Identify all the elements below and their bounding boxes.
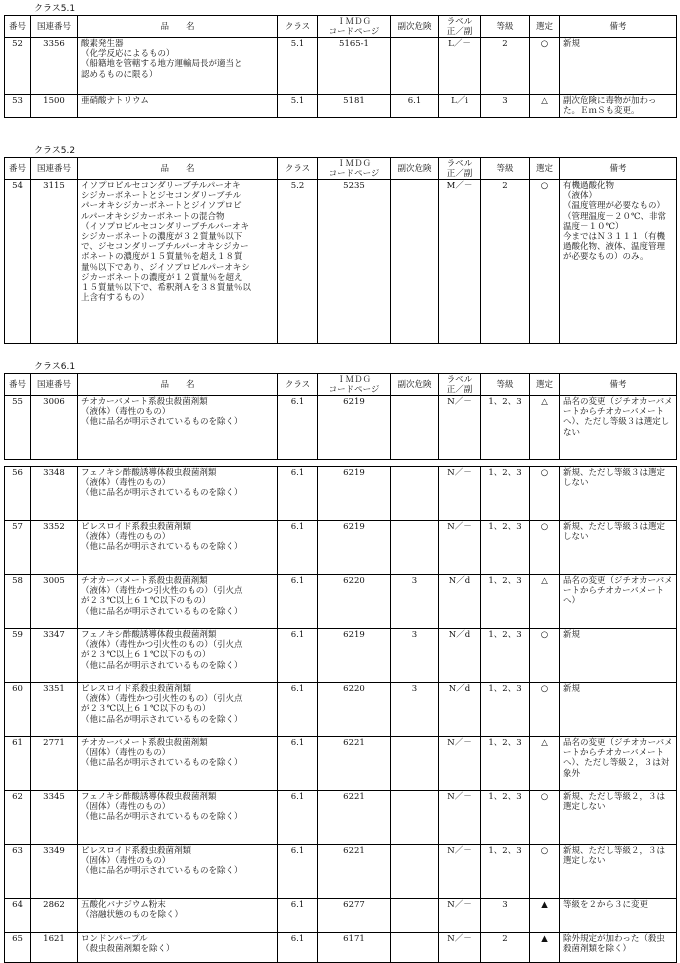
header-text: ラベル — [446, 16, 473, 27]
name-line: パーオキシジカーボネートとジイソプロピ — [81, 201, 242, 212]
name-line: 酸素発生器 — [81, 39, 124, 49]
header-grade: 等級 — [481, 16, 530, 38]
name-line: ボネートの濃度が１５質量％を超え１８質 — [81, 252, 243, 263]
cell-note — [560, 467, 677, 521]
name-line: （固体）（毒性のもの） — [81, 856, 171, 867]
name-line: 亜硝酸ナトリウム — [81, 96, 149, 106]
note-line: 副次危険に毒物が加わった。ＥｍＳも変更。 — [563, 96, 657, 117]
header-note: 備考 — [560, 158, 677, 180]
header-imdg — [318, 16, 391, 38]
note-line: 新規 — [563, 39, 581, 49]
header-sub: 副次危険 — [391, 374, 439, 396]
cell-sub: 6.1 — [391, 95, 439, 118]
cell-sub — [391, 791, 439, 845]
name-line: （他に品名が明示されているものを除く） — [81, 660, 243, 671]
table-row — [5, 629, 677, 683]
name-line: （液体）（毒性のもの） — [81, 478, 171, 489]
cell-un: 3115 — [31, 180, 78, 344]
cell-sel: ○ — [530, 791, 560, 845]
cell-no: 52 — [5, 38, 31, 95]
cell-un: 2771 — [31, 737, 78, 791]
cell-name — [78, 95, 278, 118]
header-sel: 選定 — [530, 158, 560, 180]
table-row — [5, 521, 677, 575]
cell-label: L／－ — [439, 38, 481, 95]
cell-sub — [391, 521, 439, 575]
cell-grade: 1、2、3 — [481, 396, 530, 460]
section-caption: クラス5.2 — [34, 146, 76, 156]
name-line: が２３℃以上６１℃以下のもの） — [81, 650, 211, 661]
cell-sub — [391, 467, 439, 521]
cell-cls: 6.1 — [278, 396, 318, 460]
name-line: 量％以下であり、ジイソプロピルパーオキシ — [81, 262, 250, 273]
cell-sel: ○ — [530, 38, 560, 95]
name-line: （他に品名が明示されているものを除く） — [81, 488, 243, 499]
cell-no: 64 — [5, 899, 31, 933]
name-line: （他に品名が明示されているものを除く） — [81, 606, 243, 617]
cell-un: 3348 — [31, 467, 78, 521]
name-line: ルパーオキシジカーボネートの混合物 — [81, 211, 225, 222]
cell-un: 3349 — [31, 845, 78, 899]
name-line: （固体）（毒性のもの） — [81, 802, 171, 813]
name-line: （他に品名が明示されているものを除く） — [81, 866, 243, 877]
cell-un: 2862 — [31, 899, 78, 933]
name-line: 上含有するもの） — [81, 293, 150, 304]
cell-no: 60 — [5, 683, 31, 737]
name-line: （液体）（毒性かつ引火性のもの）（引火点 — [81, 586, 243, 597]
note-line: 品名の変更（ジチオカーバメートからチオカーバメートへ）、ただし等級３は選定しない — [563, 397, 673, 438]
note-line: 新規 — [563, 684, 581, 694]
cell-no: 62 — [5, 791, 31, 845]
cell-cls: 6.1 — [278, 629, 318, 683]
header-text: ＩＭＤＧ — [336, 374, 371, 385]
header-sub: 副次危険 — [391, 158, 439, 180]
cell-cls: 6.1 — [278, 933, 318, 963]
header-un: 国連番号 — [31, 158, 78, 180]
note-line: （液体） — [563, 191, 598, 202]
name-line: （他に品名が明示されているものを除く） — [81, 812, 243, 823]
cell-note — [560, 521, 677, 575]
name-line: （船籍地を管轄する地方運輸局長が適当と — [81, 59, 243, 70]
header-cls: クラス — [278, 374, 318, 396]
cell-imdg: 6219 — [318, 629, 391, 683]
header-imdg — [318, 374, 391, 396]
name-line: 認めるものに限る） — [81, 69, 158, 80]
table-row — [5, 845, 677, 899]
table-row — [5, 933, 677, 963]
cell-cls: 6.1 — [278, 575, 318, 629]
cell-cls: 5.1 — [278, 38, 318, 95]
name-line: （殺虫殺菌剤類を除く） — [81, 944, 175, 955]
cell-name — [78, 396, 278, 460]
cell-note — [560, 737, 677, 791]
cell-imdg: 6221 — [318, 737, 391, 791]
cell-label: N／d — [439, 629, 481, 683]
cell-no: 61 — [5, 737, 31, 791]
cell-name — [78, 575, 278, 629]
name-line: シジカーボネートの濃度が３２質量％以下 — [81, 232, 243, 243]
cell-imdg: 6171 — [318, 933, 391, 963]
name-line: ピレスロイド系殺虫殺菌剤類 — [81, 846, 191, 856]
cell-name — [78, 737, 278, 791]
cell-un: 1500 — [31, 95, 78, 118]
cell-no: 59 — [5, 629, 31, 683]
name-line: （液体）（毒性のもの） — [81, 407, 171, 418]
cell-sub — [391, 899, 439, 933]
cell-grade: 1、2、3 — [481, 791, 530, 845]
cell-note — [560, 38, 677, 95]
table-header — [5, 374, 677, 396]
data-table — [4, 373, 677, 460]
cell-imdg: 6220 — [318, 683, 391, 737]
cell-sel: ○ — [530, 521, 560, 575]
cell-sel: ○ — [530, 180, 560, 344]
cell-no: 63 — [5, 845, 31, 899]
header-text: ラベル — [446, 158, 473, 169]
cell-cls: 6.1 — [278, 899, 318, 933]
header-no: 番号 — [5, 16, 31, 38]
table-row — [5, 38, 677, 95]
note-line: 品名の変更（ジチオカーバメートからチオカーバメートへ）、ただし等級２，３は対象外 — [563, 738, 673, 779]
name-line: が２３℃以上６１℃以下のもの） — [81, 596, 211, 607]
cell-grade: 3 — [481, 95, 530, 118]
header-grade: 等級 — [481, 374, 530, 396]
name-line: ジカーボネートの濃度が１２質量％を超え — [81, 272, 243, 283]
table-row — [5, 95, 677, 118]
note-line: 今まではＮ３１１１（有機過酸化物、液体、温度管理が必要なもの）のみ。 — [563, 232, 666, 263]
cell-imdg: 6221 — [318, 845, 391, 899]
header-name: 品 名 — [78, 158, 278, 180]
cell-sel: ○ — [530, 845, 560, 899]
cell-imdg: 6219 — [318, 521, 391, 575]
cell-cls: 6.1 — [278, 683, 318, 737]
note-line: 新規、ただし等級３は選定しない — [563, 468, 666, 489]
section-caption: クラス5.1 — [34, 4, 76, 14]
cell-name — [78, 899, 278, 933]
table-row — [5, 899, 677, 933]
cell-note — [560, 629, 677, 683]
data-table — [4, 15, 677, 118]
cell-note — [560, 899, 677, 933]
cell-sub: 3 — [391, 575, 439, 629]
cell-sel: △ — [530, 396, 560, 460]
cell-grade: 2 — [481, 933, 530, 963]
header-cls: クラス — [278, 16, 318, 38]
cell-sub: 3 — [391, 683, 439, 737]
name-line: チオカーバメート系殺虫殺菌剤類 — [81, 576, 208, 586]
cell-label: N／－ — [439, 791, 481, 845]
cell-label: N／－ — [439, 396, 481, 460]
cell-cls: 5.2 — [278, 180, 318, 344]
cell-grade: 1、2、3 — [481, 737, 530, 791]
table-row — [5, 575, 677, 629]
cell-sub — [391, 845, 439, 899]
cell-note — [560, 95, 677, 118]
name-line: フェノキシ酢酸誘導体殺虫殺菌剤類 — [81, 468, 217, 478]
cell-no: 56 — [5, 467, 31, 521]
cell-label: N／－ — [439, 737, 481, 791]
cell-sel: △ — [530, 575, 560, 629]
cell-grade: 3 — [481, 899, 530, 933]
cell-un: 3347 — [31, 629, 78, 683]
note-line: 新規、ただし等級２，３は選定しない — [563, 846, 666, 867]
cell-label: N／－ — [439, 521, 481, 575]
note-line: 新規、ただし等級３は選定しない — [563, 522, 666, 543]
cell-imdg: 6220 — [318, 575, 391, 629]
header-text: 正／副 — [446, 168, 473, 179]
name-line: が２３℃以上６１℃以下のもの） — [81, 704, 211, 715]
note-line: （管理温度－２０℃、非常温度－１０℃） — [563, 211, 667, 232]
data-table — [4, 466, 677, 963]
table-row — [5, 683, 677, 737]
header-label — [439, 158, 481, 180]
cell-un: 3345 — [31, 791, 78, 845]
cell-no: 58 — [5, 575, 31, 629]
cell-cls: 6.1 — [278, 845, 318, 899]
cell-sub — [391, 737, 439, 791]
cell-name — [78, 38, 278, 95]
header-note: 備考 — [560, 374, 677, 396]
cell-grade: 1、2、3 — [481, 467, 530, 521]
name-line: （液体）（毒性かつ引火性のもの）（引火点 — [81, 640, 243, 651]
cell-name — [78, 791, 278, 845]
header-name: 品 名 — [78, 16, 278, 38]
header-name: 品 名 — [78, 374, 278, 396]
table-row — [5, 396, 677, 460]
cell-sub — [391, 933, 439, 963]
name-line: （化学反応によるもの） — [81, 49, 175, 60]
header-text: コードページ — [328, 384, 380, 395]
cell-sub: 3 — [391, 629, 439, 683]
cell-sel: ▲ — [530, 899, 560, 933]
cell-sel: ○ — [530, 467, 560, 521]
header-label — [439, 16, 481, 38]
header-text: 正／副 — [446, 384, 473, 395]
cell-cls: 6.1 — [278, 521, 318, 575]
header-label — [439, 374, 481, 396]
cell-no: 65 — [5, 933, 31, 963]
name-line: （他に品名が明示されているものを除く） — [81, 417, 243, 428]
name-line: １５質量％以下で、希釈剤Ａを３８質量％以 — [81, 283, 251, 294]
cell-note — [560, 791, 677, 845]
name-line: で、ジセコンダリーブチルパーオキシジカー — [81, 242, 249, 253]
table-row — [5, 467, 677, 521]
cell-un: 3351 — [31, 683, 78, 737]
cell-note — [560, 396, 677, 460]
cell-name — [78, 933, 278, 963]
cell-note — [560, 180, 677, 344]
cell-imdg: 6277 — [318, 899, 391, 933]
cell-un: 3006 — [31, 396, 78, 460]
name-line: ロンドンパープル — [81, 934, 148, 944]
cell-name — [78, 467, 278, 521]
header-note: 備考 — [560, 16, 677, 38]
cell-note — [560, 933, 677, 963]
header-text: ラベル — [446, 374, 473, 385]
cell-sub — [391, 396, 439, 460]
cell-name — [78, 180, 278, 344]
cell-imdg: 5181 — [318, 95, 391, 118]
cell-label: N／－ — [439, 467, 481, 521]
cell-no: 57 — [5, 521, 31, 575]
name-line: ピレスロイド系殺虫殺菌剤類 — [81, 522, 191, 532]
name-line: （液体）（毒性かつ引火性のもの）（引火点 — [81, 694, 243, 705]
cell-label: N／d — [439, 683, 481, 737]
cell-sub — [391, 38, 439, 95]
header-no: 番号 — [5, 158, 31, 180]
cell-sel: △ — [530, 95, 560, 118]
name-line: （他に品名が明示されているものを除く） — [81, 714, 243, 725]
name-line: （他に品名が明示されているものを除く） — [81, 542, 243, 553]
cell-cls: 6.1 — [278, 737, 318, 791]
table-row — [5, 180, 677, 344]
cell-imdg: 6219 — [318, 396, 391, 460]
name-line: （他に品名が明示されているものを除く） — [81, 758, 243, 769]
table-row — [5, 791, 677, 845]
cell-un: 3005 — [31, 575, 78, 629]
cell-imdg: 5235 — [318, 180, 391, 344]
cell-sel: ○ — [530, 683, 560, 737]
cell-note — [560, 575, 677, 629]
header-text: コードページ — [328, 168, 380, 179]
cell-no: 53 — [5, 95, 31, 118]
cell-cls: 6.1 — [278, 467, 318, 521]
cell-sel: ▲ — [530, 933, 560, 963]
cell-sel: △ — [530, 737, 560, 791]
table-header — [5, 158, 677, 180]
cell-imdg: 5165-1 — [318, 38, 391, 95]
table-row — [5, 737, 677, 791]
name-line: （イソプロピルセコンダリーブチルパーオキ — [81, 221, 250, 232]
table-header — [5, 16, 677, 38]
cell-no: 55 — [5, 396, 31, 460]
cell-label: M／－ — [439, 180, 481, 344]
cell-grade: 1、2、3 — [481, 683, 530, 737]
header-sub: 副次危険 — [391, 16, 439, 38]
cell-cls: 6.1 — [278, 791, 318, 845]
cell-grade: 1、2、3 — [481, 521, 530, 575]
note-line: 等級を２から３に変更 — [563, 900, 649, 910]
cell-grade: 2 — [481, 38, 530, 95]
note-line: （温度管理が必要なもの） — [563, 201, 666, 212]
header-un: 国連番号 — [31, 374, 78, 396]
note-line: 新規 — [563, 630, 581, 640]
note-line: 有機過酸化物 — [563, 181, 615, 191]
note-line: 品名の変更（ジチオカーバメートからチオカーバメートへ） — [563, 576, 673, 607]
data-table — [4, 157, 677, 344]
header-cls: クラス — [278, 158, 318, 180]
note-line: 新規、ただし等級２，３は選定しない — [563, 792, 666, 813]
name-line: シジカーボネートとジセコンダリーブチル — [81, 191, 242, 202]
cell-note — [560, 845, 677, 899]
cell-un: 3356 — [31, 38, 78, 95]
cell-no: 54 — [5, 180, 31, 344]
cell-imdg: 6221 — [318, 791, 391, 845]
cell-grade: 2 — [481, 180, 530, 344]
cell-sub — [391, 180, 439, 344]
name-line: ピレスロイド系殺虫殺菌剤類 — [81, 684, 191, 694]
header-sel: 選定 — [530, 374, 560, 396]
cell-un: 3352 — [31, 521, 78, 575]
name-line: 五酸化バナジウム粉末 — [81, 900, 166, 910]
cell-label: N／－ — [439, 899, 481, 933]
header-no: 番号 — [5, 374, 31, 396]
cell-name — [78, 845, 278, 899]
header-text: コードページ — [328, 26, 380, 37]
name-line: （固体）（毒性のもの） — [81, 748, 171, 759]
name-line: フェノキシ酢酸誘導体殺虫殺菌剤類 — [81, 792, 217, 802]
cell-label: N／－ — [439, 845, 481, 899]
cell-sel: ○ — [530, 629, 560, 683]
cell-imdg: 6219 — [318, 467, 391, 521]
cell-name — [78, 629, 278, 683]
cell-grade: 1、2、3 — [481, 845, 530, 899]
header-text: 正／副 — [446, 26, 473, 37]
cell-note — [560, 683, 677, 737]
name-line: フェノキシ酢酸誘導体殺虫殺菌剤類 — [81, 630, 217, 640]
cell-grade: 1、2、3 — [481, 629, 530, 683]
cell-label: N／－ — [439, 933, 481, 963]
header-sel: 選定 — [530, 16, 560, 38]
header-un: 国連番号 — [31, 16, 78, 38]
cell-name — [78, 683, 278, 737]
header-text: ＩＭＤＧ — [336, 16, 371, 27]
name-line: イソプロピルセコンダリーブチルパーオキ — [81, 181, 241, 191]
cell-name — [78, 521, 278, 575]
header-imdg — [318, 158, 391, 180]
header-grade: 等級 — [481, 158, 530, 180]
cell-label: L／i — [439, 95, 481, 118]
cell-un: 1621 — [31, 933, 78, 963]
name-line: （溶融状態のものを除く） — [81, 910, 184, 921]
cell-cls: 5.1 — [278, 95, 318, 118]
name-line: チオカーバメート系殺虫殺菌剤類 — [81, 738, 208, 748]
section-caption: クラス6.1 — [34, 362, 76, 372]
header-text: ＩＭＤＧ — [336, 158, 371, 169]
note-line: 除外規定が加わった（殺虫殺菌剤類を除く） — [563, 934, 665, 955]
name-line: チオカーバメート系殺虫殺菌剤類 — [81, 397, 208, 407]
cell-label: N／d — [439, 575, 481, 629]
cell-grade: 1、2、3 — [481, 575, 530, 629]
name-line: （液体）（毒性のもの） — [81, 532, 171, 543]
